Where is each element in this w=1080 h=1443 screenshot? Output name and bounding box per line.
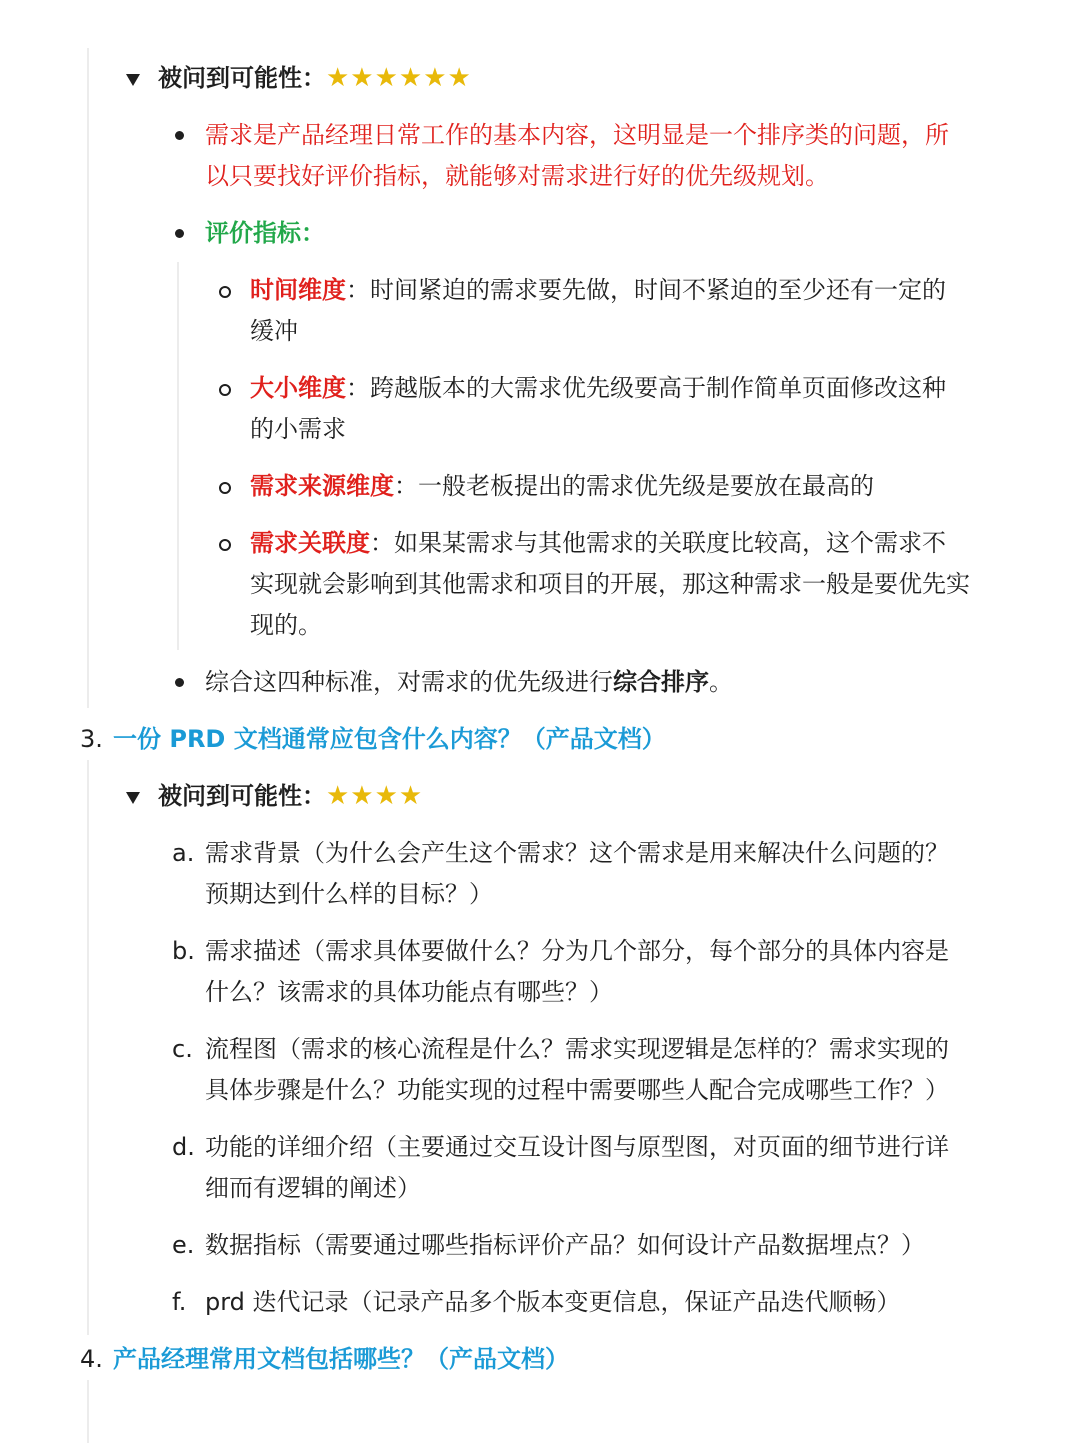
list-letter: f. (172, 1288, 187, 1316)
prd-item-b-cont: 什么？该需求的具体功能点有哪些？） (205, 978, 613, 1006)
prd-item-c: 流程图（需求的核心流程是什么？需求实现逻辑是怎样的？需求实现的 (205, 1035, 949, 1063)
list-letter: d. (172, 1133, 195, 1161)
circle-bullet-icon (219, 384, 231, 396)
likelihood-heading (158, 776, 423, 816)
prd-item-d-cont: 细而有逻辑的阐述） (205, 1174, 421, 1202)
bullet-icon (175, 229, 184, 238)
question-number: 4. (80, 1345, 103, 1373)
indent-guide-inner (177, 262, 179, 650)
prd-item-c-cont: 具体步骤是什么？功能实现的过程中需要哪些人配合完成哪些工作？） (205, 1076, 949, 1104)
collapse-toggle-icon[interactable] (126, 792, 140, 804)
criterion-source: 需求来源维度：一般老板提出的需求优先级是要放在最高的 (250, 472, 874, 500)
criterion-time: 时间维度：时间紧迫的需求要先做，时间不紧迫的至少还有一定的 (250, 276, 946, 304)
question-4-title[interactable]: 产品经理常用文档包括哪些？（产品文档） (113, 1345, 569, 1373)
criterion-relation-cont-1: 实现就会影响到其他需求和项目的开展，那这种需求一般是要优先实 (250, 570, 970, 598)
prd-item-d: 功能的详细介绍（主要通过交互设计图与原型图，对页面的细节进行详 (205, 1133, 949, 1161)
list-letter: a. (172, 839, 195, 867)
question-number: 3. (80, 725, 103, 753)
prd-item-a: 需求背景（为什么会产生这个需求？这个需求是用来解决什么问题的？ (205, 839, 949, 867)
intro-line-2: 以只要找好评价指标，就能够对需求进行好的优先级规划。 (205, 162, 829, 190)
likelihood-label: 被问到可能性： (158, 64, 326, 92)
question-3-title[interactable]: 一份 PRD 文档通常应包含什么内容？（产品文档） (113, 725, 666, 753)
bullet-icon (175, 678, 184, 687)
likelihood-label: 被问到可能性： (158, 782, 326, 810)
criteria-heading: 评价指标： (205, 219, 325, 247)
indent-guide-outer (87, 48, 89, 708)
circle-bullet-icon (219, 286, 231, 298)
likelihood-heading (158, 58, 472, 98)
criterion-size-cont: 的小需求 (250, 415, 346, 443)
prd-item-a-cont: 预期达到什么样的目标？） (205, 880, 493, 908)
criterion-relation: 需求关联度：如果某需求与其他需求的关联度比较高，这个需求不 (250, 529, 946, 557)
summary-text: 综合这四种标准，对需求的优先级进行综合排序。 (205, 668, 733, 696)
prd-item-b: 需求描述（需求具体要做什么？分为几个部分，每个部分的具体内容是 (205, 937, 949, 965)
list-letter: b. (172, 937, 195, 965)
list-letter: c. (172, 1035, 193, 1063)
criterion-time-cont: 缓冲 (250, 317, 298, 345)
indent-guide-outer-3 (87, 1380, 89, 1443)
prd-item-f: prd 迭代记录（记录产品多个版本变更信息，保证产品迭代顺畅） (205, 1288, 901, 1316)
collapse-toggle-icon[interactable] (126, 74, 140, 86)
circle-bullet-icon (219, 539, 231, 551)
bullet-icon (175, 131, 184, 140)
indent-guide-outer-2 (87, 760, 89, 1335)
rating-stars: ★★★★ (326, 781, 424, 811)
criterion-relation-cont-2: 现的。 (250, 611, 322, 639)
list-letter: e. (172, 1231, 195, 1259)
criterion-size: 大小维度：跨越版本的大需求优先级要高于制作简单页面修改这种 (250, 374, 946, 402)
prd-item-e: 数据指标（需要通过哪些指标评价产品？如何设计产品数据埋点？） (205, 1231, 925, 1259)
rating-stars: ★★★★★★ (326, 63, 472, 93)
circle-bullet-icon (219, 482, 231, 494)
intro-line-1: 需求是产品经理日常工作的基本内容，这明显是一个排序类的问题，所 (205, 121, 949, 149)
